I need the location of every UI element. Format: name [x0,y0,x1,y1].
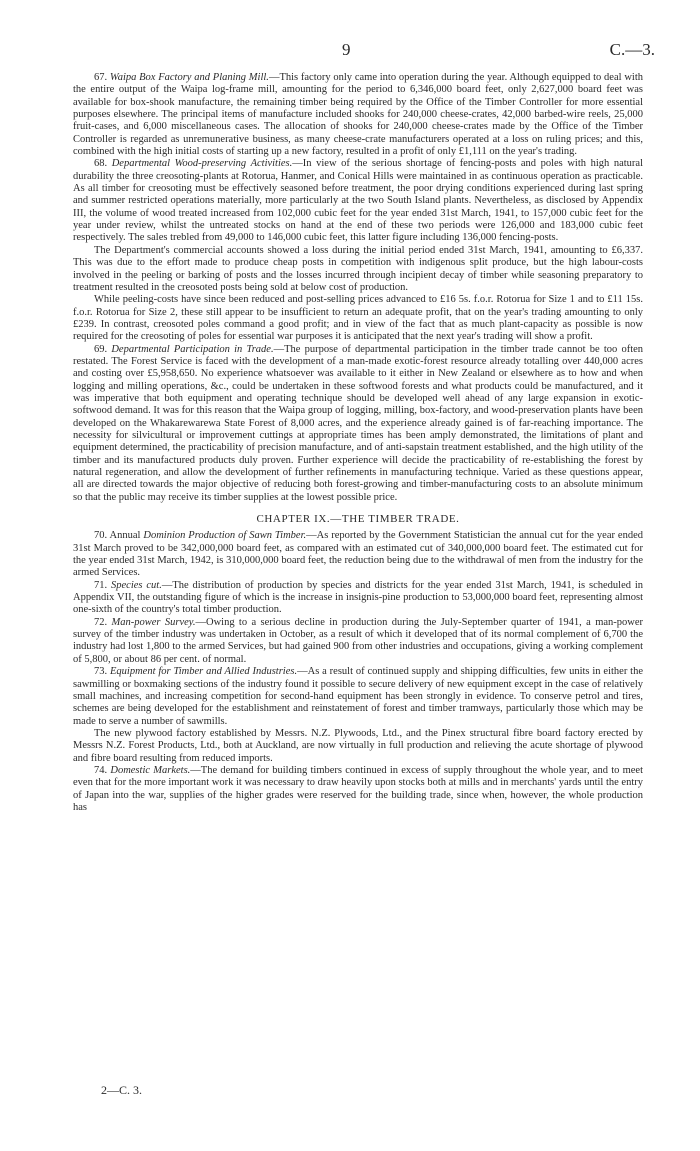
chapter-heading: CHAPTER IX.—THE TIMBER TRADE. [256,513,460,526]
paragraph-prefix: Annual [109,530,144,542]
paragraph-number: 70. [94,530,108,542]
report-reference: C.—3. [609,40,655,59]
paragraph-number: 74. [94,764,108,776]
page-header [0,40,700,62]
paragraph-heading: Man-power Survey. [111,616,196,628]
paragraph-69 [73,344,643,504]
paragraph-71 [73,580,643,617]
paragraph-text: The Department's commercial accounts showed a loss during the initial period ended 31st March, 1941, amounting to £6,337. This was due to the effort made to produce cheap posts in competition with indigenous split produce, but the high labour-costs involved in the peeling or barking of posts and the losses incurred through incipient decay of timber while seasoning preparatory to treatment resulted in the creosoted posts being sold at below cost of production. [73,244,643,293]
paragraph-67 [73,72,643,158]
page-number: 9 [342,40,351,59]
paragraph-72 [73,617,643,666]
paragraph-number: 72. [94,616,108,628]
paragraph-text: The new plywood factory established by Messrs. N.Z. Plywoods, Ltd., and the Pinex structural fibre board factory erected by Messrs N.Z. Forest Products, Ltd., both at Auckland, are now virtually in full production and relieving the acute shortage of plywood and fibre board resulting from reduced imports. [73,727,643,764]
paragraph-70 [73,530,643,579]
paragraph-text: While peeling-costs have since been reduced and post-selling prices advanced to £16 5s. f.o.r. Rotorua for Size 1 and to £11 15s. f.o.r. Rotorua for Size 2, these still appear to be insufficient to return an adequate profit, that on the year's trading amounting to only £239. In contrast, creosoted poles command a good profit; and in view of the fact that as much plant-capacity as possible is now required for the creosoting of poles for essential war purposes it is anticipated that the next year's trading will show a profit. [73,294,643,343]
paragraph-heading: Waipa Box Factory and Planing Mill. [109,72,269,83]
paragraph-heading: Domestic Markets. [110,764,191,776]
paragraph-number: 69. [94,343,108,355]
paragraph-text: —The purpose of departmental participation in the timber trade cannot be too often restated. The Forest Service is faced with the development of a man-made exotic-forest resource already totalling over 440,000 acres and costing over £5,958,650. No experience whatsoever was available to it either in New Zealand or elsewhere as to how and when logging and milling operations, &c., could be undertaken in these softwood forests and what products could be manufactured, and it was imperative that both equipment and operating technique should be developed well ahead of any large expansion in exotic-softwood demand. It was for this reason that the Waipa group of logging, milling, box-factory, and wood-preservation plants have been developed on the Whakarewarewa State Forest of 8,000 acres, and the experience already gained is of far-reaching importance. The necessity for silvicultural or improvement cuttings at appropriate times has been amply demonstrated, the limitations of plant and equipment determined, the practicability of precision manufacture, and of anti-sapstain treatment established, and the high utility of the timber and its manufactured products duly proven. Further experience will decide the practicability of re-establishing the forest by natural regeneration, and allow the development of further refinements in manufacturing technique. Varied as these questions appear, all are directed towards the major objective of reducing both forest-growing and timber-manufacturing costs to an absolute minimum so that the public may receive its timber supplies at the lowest possible price. [73,343,644,503]
paragraph-68 [73,158,643,244]
paragraph-text: —The demand for building timbers continued in excess of supply throughout the whole year, and to meet even that for the more important work it was necessary to draw heavily upon stocks both at mills and in merchants' yards until the entry of Japan into the war, supplies of the higher grades were reserved for the building trade, since when, however, the whole production has [73,764,643,813]
paragraph-heading: Species cut. [111,579,162,591]
paragraph-text: —The distribution of production by species and districts for the year ended 31st March, 1941, is scheduled in Appendix VII, the outstanding figure of which is the increase in insignis-pine production to 53,000,000 board feet, representing almost one-sixth of the country's total timber production. [73,579,644,616]
paragraph-number: 68. [94,158,108,170]
paragraph-commercial-accounts [73,245,643,294]
paragraph-number: 67. [94,72,108,83]
paragraph-73 [73,666,643,728]
paragraph-heading: Dominion Production of Sawn Timber. [143,530,307,542]
paragraph-text: —Owing to a serious decline in production during the July-September quarter of 1941, a man-power survey of the timber industry was undertaken in October, as a result of which it developed that of its normal complement of 6,700 the industry had lost 1,800 to the armed Services, but had gained 900 from other industries and occupations, giving a working complement of 5,800, or about 86 per cent. of normal. [73,616,644,665]
paragraph-text: —As a result of continued supply and shipping difficulties, few units in either the sawmilling or boxmaking sections of the industry found it possible to secure delivery of new equipment except in the case of relatively small machines, and increasing competition for second-hand equipment has been strongly in evidence. To conserve petrol and tires, schemes are being developed for the establishment and reinstatement of forest and timber tramways, particularly those which may be made to serve a number of sawmills. [73,666,644,727]
paragraph-number: 71. [94,579,108,591]
paragraph-text: —As reported by the Government Statistician the annual cut for the year ended 31st March proved to be 342,000,000 board feet, as compared with an estimated cut of 340,000,000 board feet. The estimated cut for the year ended 31st March, 1942, is 310,000,000 board feet, the reduction being due to the withdrawal of men from the industry for the armed Services. [73,530,643,579]
paragraph-peeling-costs [73,294,643,343]
paragraph-text: —In view of the serious shortage of fencing-posts and poles with high natural durability the three creosoting-plants at Rotorua, Hanmer, and Conical Hills were maintained in as continuous operation as practicable. As all timber for creosoting must be effectively seasoned before treatment, the poor drying conditions experienced during last spring and summer restricted operations materially, more particularly at the two South Island plants. Nevertheless, as disclosed by Appendix III, the volume of wood treated increased from 102,000 cubic feet for the year ended 31st March, 1941, to 157,000 cubic feet for the year under review, whilst the untreated stocks on hand at the end of these two periods were 126,000 and 183,000 cubic feet respectively. The sales trebled from 49,000 to 146,000 cubic feet, this latter figure including 136,000 fencing-posts. [73,158,644,244]
paragraph-heading: Departmental Participation in Trade. [111,343,274,355]
paragraph-text: —This factory only came into operation during the year. Although equipped to deal with the entire output of the Waipa log-frame mill, amounting for the period to 6,346,000 board feet, only 2,627,000 board feet was available for box-shook manufacture, the remaining timber being required by the Office of the Timber Controller for more essential purposes elsewhere. The principal items of manufacture included shooks for 240,000 cheese-crates, 42,000 barbed-wire reels, 25,000 fruit-cases, and 6,000 miscellaneous cases. The allocation of shooks for 240,000 cheese-crates made by the Office of the Timber Controller is regarded as unremunerative business, as many cheese-crate manufacturers operated at a loss on ruling prices; and this, combined with the high initial costs of starting up a new factory, resulted in a profit of only £1,111 on the year's trading. [73,72,643,158]
paragraph-heading: Departmental Wood-preserving Activities. [111,158,293,170]
paragraph-heading: Equipment for Timber and Allied Industries. [110,666,298,678]
paragraph-number: 73. [94,666,108,678]
signature-mark: 2—C. 3. [101,1083,143,1097]
paragraph-74 [73,765,643,814]
paragraph-plywood-factory [73,728,643,765]
document-body [73,72,643,814]
